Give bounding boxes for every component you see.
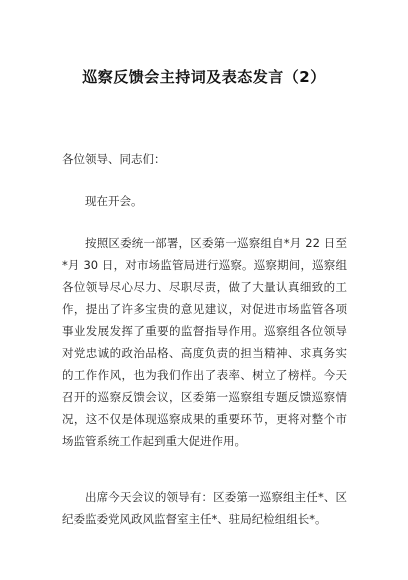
- opening-line: 现在开会。: [85, 194, 143, 208]
- document-title: 巡察反馈会主持词及表态发言（2）: [82, 68, 326, 86]
- paragraph-attendees: 出席今天会议的领导有：区委第一巡察组主任*、区纪委监委党风政风监督室主任*、驻局纪检组组长*。: [62, 490, 347, 526]
- salutation: 各位领导、同志们：: [62, 152, 166, 166]
- paragraph-inspection-summary: 按照区委统一部署，区委第一巡察组自*月 22 日至*月 30 日，对市场监管局进行巡察。巡察期间，巡察组各位领导尽心尽力、尽职尽责，做了大量认真细致的工作，提出了许多宝贵的意见建议，对促进市场监管各项事业发展发挥了重要的监督指导作用。巡察组各位领导对党忠诚的政治品格、高度负责的担当精神、求真务实的工作作风，也为我们作出了表率、树立了榜样。今天召开的巡察反馈会议，区委第一巡察组专题反馈巡察情况，这不仅是体现巡察成果的重要环节，更将对整个市场监管系统工作起到重大促进作用。: [62, 236, 347, 448]
